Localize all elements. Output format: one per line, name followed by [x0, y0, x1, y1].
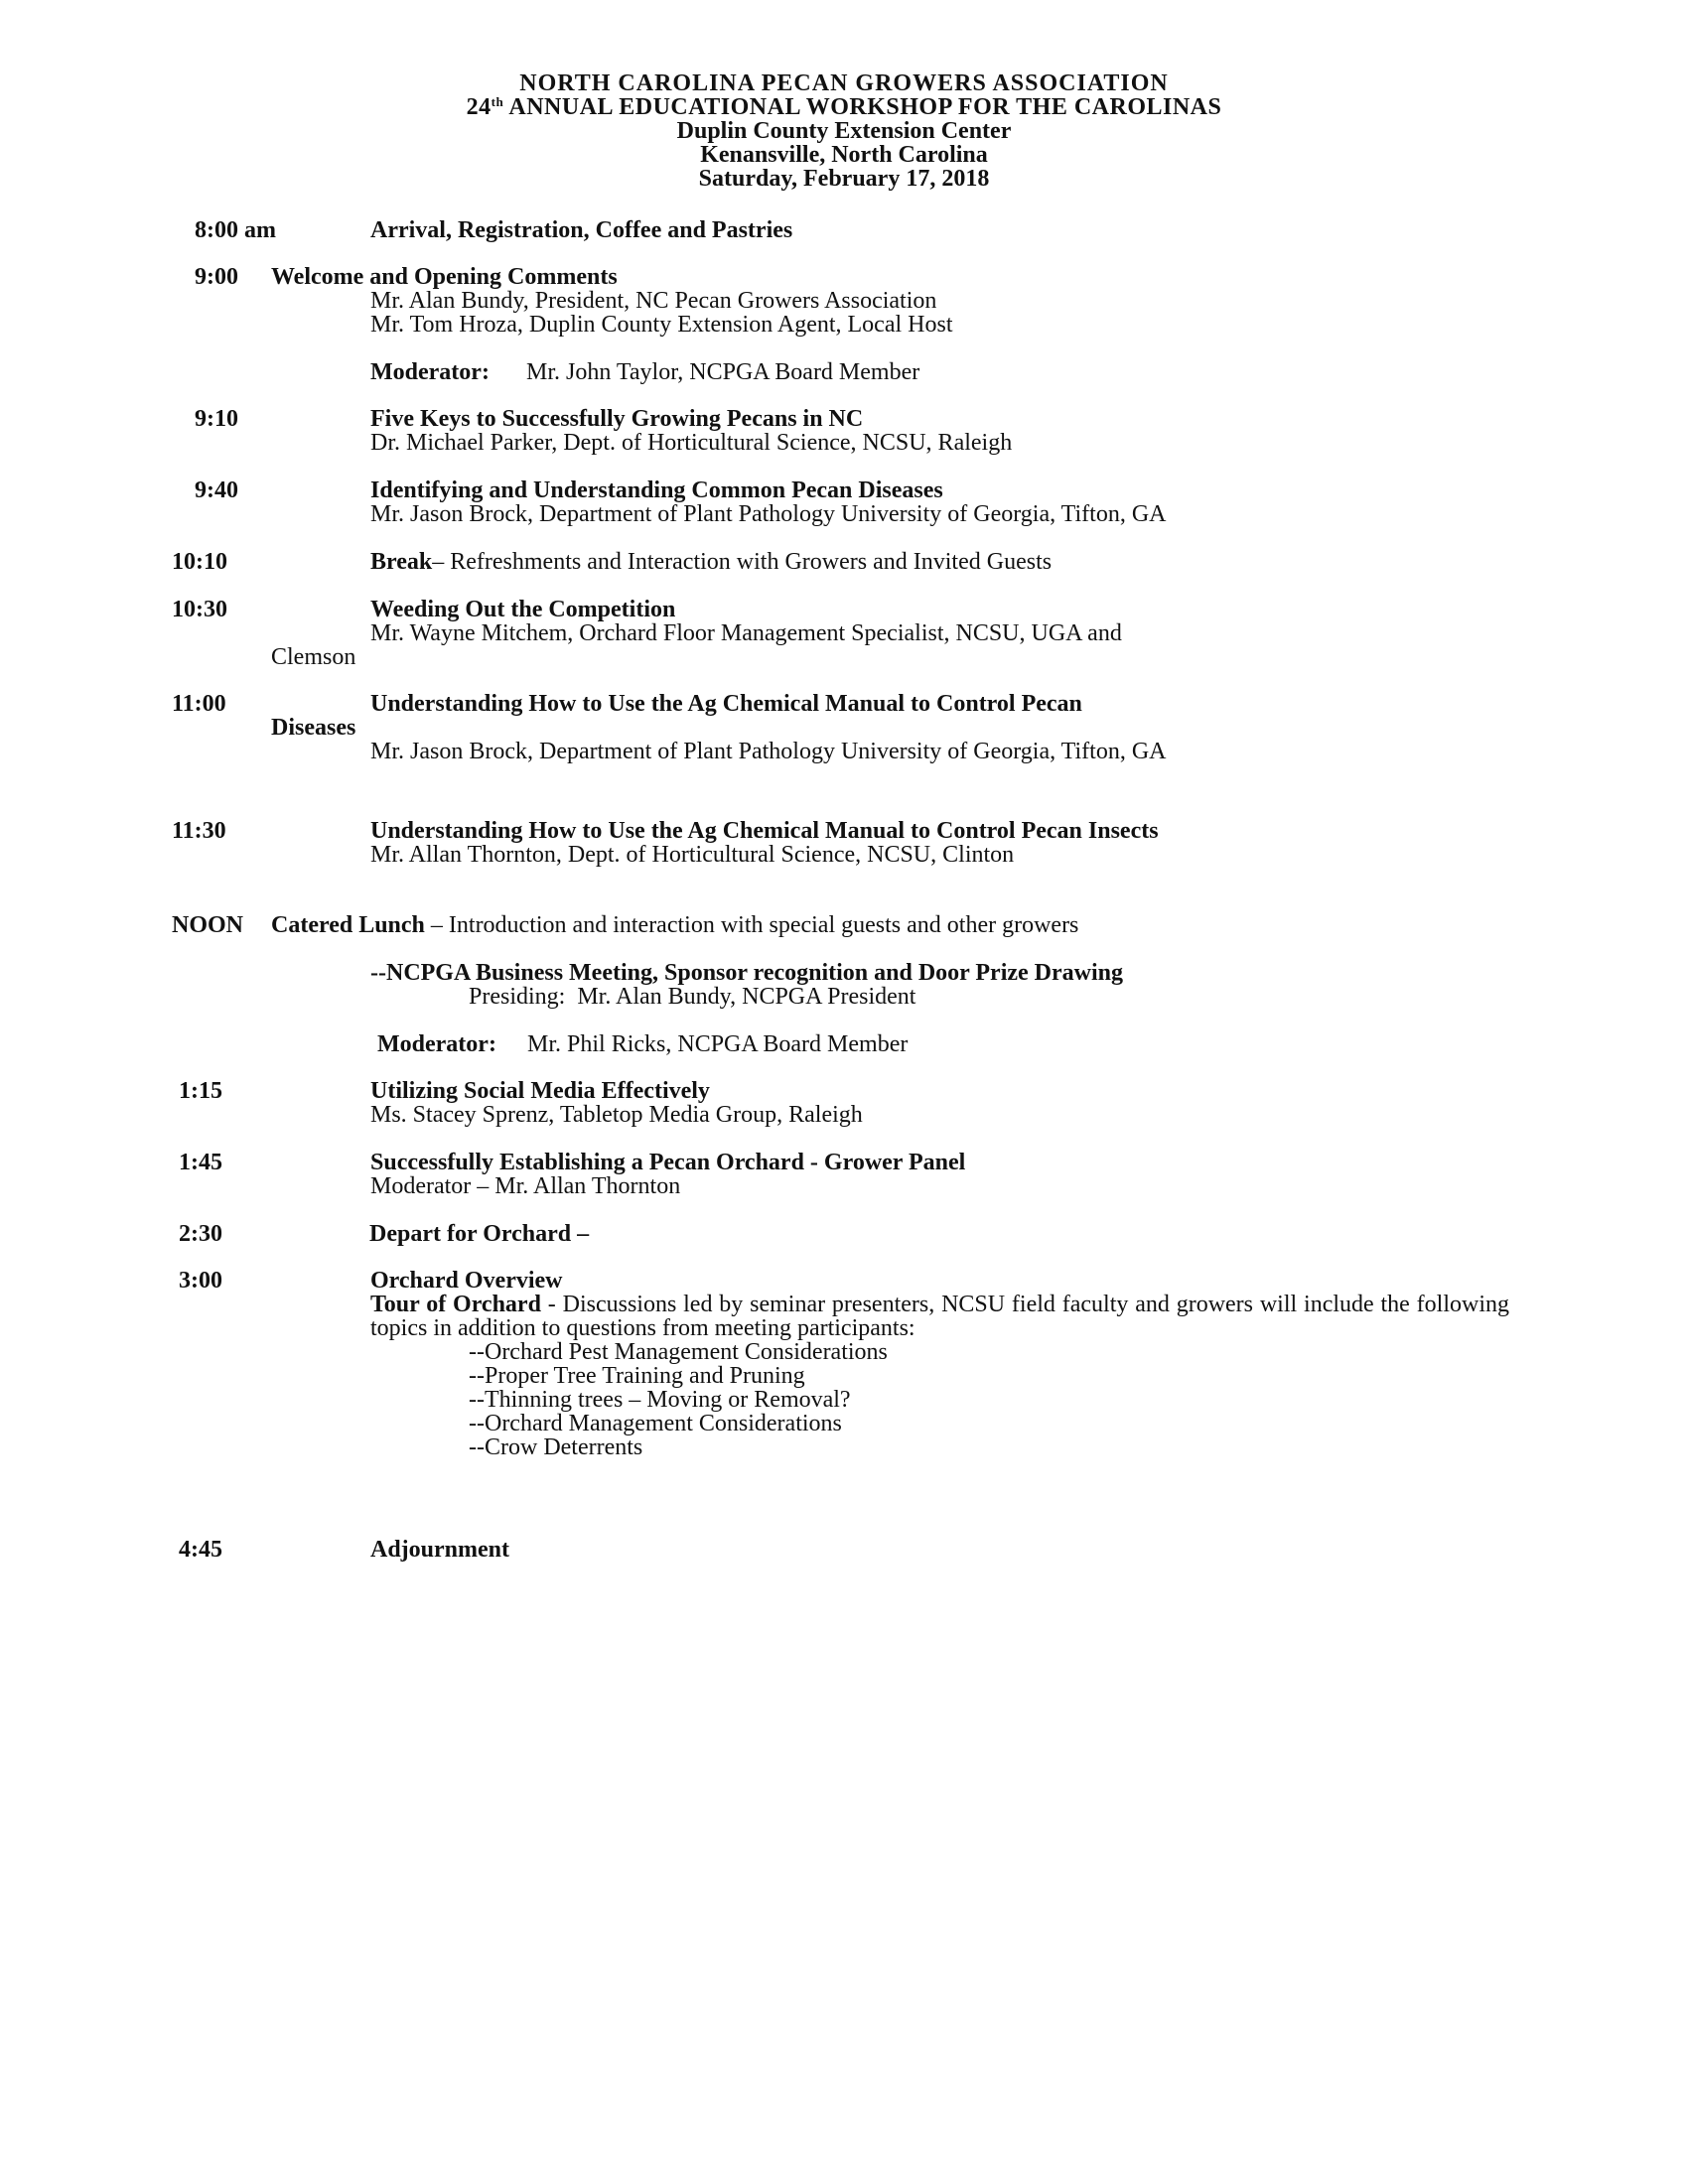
topic-item: --Orchard Pest Management Considerations [469, 1339, 888, 1365]
session-title-1030: Weeding Out the Competition [370, 597, 676, 622]
session-title-0300: Orchard Overview [370, 1268, 563, 1294]
document-header [0, 71, 1688, 191]
time-1100: 11:00 [172, 691, 226, 717]
speaker-0940: Mr. Jason Brock, Department of Plant Pathology University of Georgia, Tifton, GA [370, 501, 1167, 527]
session-title-0800: Arrival, Registration, Coffee and Pastries [370, 217, 793, 243]
session-desc-1010: – Refreshments and Interaction with Growers and Invited Guests [432, 549, 1053, 575]
moderator-label-morning: Moderator: [370, 359, 490, 385]
tour-label: Tour of Orchard [370, 1292, 541, 1317]
event-date: Saturday, February 17, 2018 [698, 166, 990, 192]
topic-item: --Thinning trees – Moving or Removal? [469, 1387, 851, 1413]
workshop-ordinal-number: 24 [466, 94, 492, 120]
speaker-1030-line2: Clemson [271, 644, 356, 670]
session-title-1100-line1: Understanding How to Use the Ag Chemical Manual to Control Pecan [370, 691, 1082, 717]
speaker-1100: Mr. Jason Brock, Department of Plant Pathology University of Georgia, Tifton, GA [370, 739, 1167, 764]
session-noon [271, 913, 1078, 937]
venue: Duplin County Extension Center [676, 118, 1012, 144]
topic-item: --Proper Tree Training and Pruning [469, 1363, 805, 1389]
speaker-0910: Dr. Michael Parker, Dept. of Horticultural Science, NCSU, Raleigh [370, 430, 1013, 456]
time-0900: 9:00 [195, 264, 238, 290]
time-0910: 9:10 [195, 406, 238, 432]
topic-item: --Orchard Management Considerations [469, 1411, 842, 1436]
speaker-1130: Mr. Allan Thornton, Dept. of Horticultural Science, NCSU, Clinton [370, 842, 1015, 868]
session-desc-noon: – Introduction and interaction with special guests and other growers [424, 912, 1079, 938]
time-0145: 1:45 [179, 1150, 222, 1175]
time-0230: 2:30 [179, 1221, 222, 1247]
session-1010 [370, 550, 1052, 574]
tour-desc: - Discussions led by seminar presenters, NCSU field faculty and growers will include the following topics in addition to questions from meeting participants: [370, 1292, 1509, 1341]
time-1130: 11:30 [172, 818, 226, 844]
moderator-morning: Mr. John Taylor, NCPGA Board Member [526, 359, 920, 385]
speaker-0900-1: Mr. Alan Bundy, President, NC Pecan Growers Association [370, 288, 937, 314]
city: Kenansville, North Carolina [700, 142, 988, 168]
time-0115: 1:15 [179, 1078, 222, 1104]
time-0445: 4:45 [179, 1537, 222, 1563]
time-noon: NOON [172, 912, 243, 938]
tour-description [370, 1293, 1509, 1340]
time-0940: 9:40 [195, 478, 238, 503]
speaker-0145: Moderator – Mr. Allan Thornton [370, 1173, 681, 1199]
session-title-0910: Five Keys to Successfully Growing Pecans in NC [370, 406, 864, 432]
session-title-1130: Understanding How to Use the Ag Chemical Manual to Control Pecan Insects [370, 818, 1159, 844]
speaker-0115: Ms. Stacey Sprenz, Tabletop Media Group, Raleigh [370, 1102, 863, 1128]
session-title-0900: Welcome and Opening Comments [271, 264, 618, 290]
time-1010: 10:10 [172, 549, 227, 575]
session-title-0445: Adjournment [370, 1537, 510, 1563]
session-title-0145: Successfully Establishing a Pecan Orchard - Grower Panel [370, 1150, 966, 1175]
speaker-1030-line1: Mr. Wayne Mitchem, Orchard Floor Management Specialist, NCSU, UGA and [370, 620, 1122, 646]
topic-item: --Crow Deterrents [469, 1434, 643, 1460]
speaker-0900-2: Mr. Tom Hroza, Duplin County Extension Agent, Local Host [370, 312, 953, 338]
time-0300: 3:00 [179, 1268, 222, 1294]
time-1030: 10:30 [172, 597, 227, 622]
workshop-title [0, 95, 1688, 119]
session-title-0115: Utilizing Social Media Effectively [370, 1078, 710, 1104]
workshop-title-text: ANNUAL EDUCATIONAL WORKSHOP FOR THE CAROLINAS [503, 94, 1222, 120]
session-title-1010: Break [370, 549, 433, 575]
presiding: Presiding: Mr. Alan Bundy, NCPGA President [469, 984, 916, 1010]
moderator-label-afternoon: Moderator: [377, 1031, 496, 1057]
moderator-afternoon: Mr. Phil Ricks, NCPGA Board Member [527, 1031, 909, 1057]
organization-name: NORTH CAROLINA PECAN GROWERS ASSOCIATION [519, 70, 1169, 96]
business-meeting: --NCPGA Business Meeting, Sponsor recognition and Door Prize Drawing [370, 960, 1124, 986]
session-title-0230: Depart for Orchard – [369, 1221, 590, 1247]
session-title-0940: Identifying and Understanding Common Pecan Diseases [370, 478, 943, 503]
session-title-noon: Catered Lunch [271, 912, 425, 938]
session-title-1100-line2: Diseases [271, 715, 356, 741]
workshop-ordinal-suffix: th [491, 94, 504, 109]
time-0800: 8:00 am [195, 217, 276, 243]
